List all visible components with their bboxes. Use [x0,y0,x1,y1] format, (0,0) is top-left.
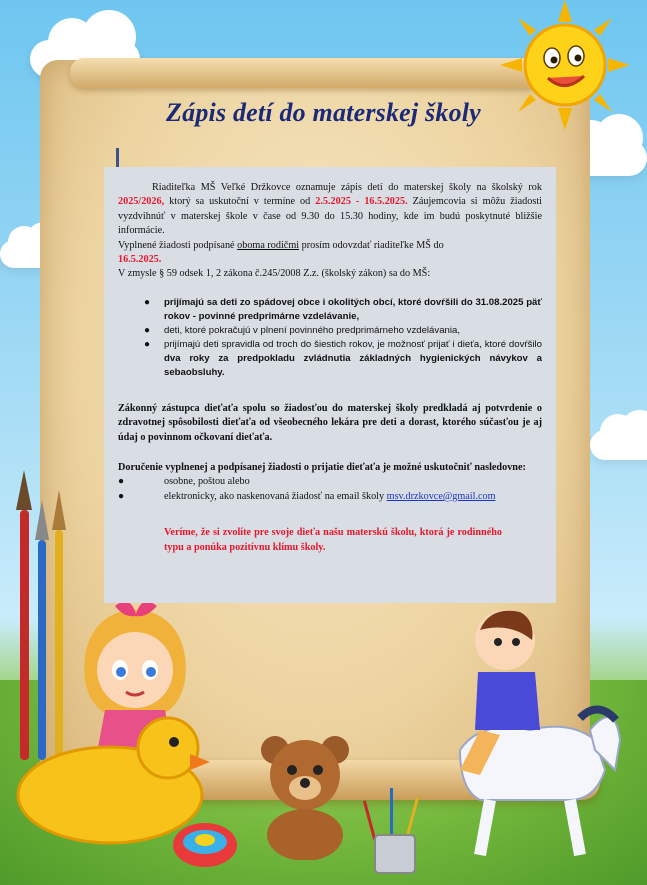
scroll-top-roll [70,58,540,88]
cloud [590,430,647,460]
submission-text: prosím odovzdať riaditeľke MŠ do [299,239,444,251]
admission-criteria-list [118,296,542,380]
boy-on-rocking-horse-illustration [420,600,630,870]
submission-text: Vyplnené žiadosti podpísané [118,239,238,251]
submission-paragraph [118,239,542,268]
intro-text: Záujemcovia si môžu žiadosti vyzdvihnúť v materskej škole v čase od 9.30 do 15.30 hodiny, kde im budú poskytnuté bližšie informácie. [118,196,542,237]
list-item: ● osobne, poštou alebo [118,476,250,488]
intro-text: Riaditeľka MŠ Veľké Držkovce oznamuje zápis detí do materskej školy na školský rok [152,182,542,193]
enrollment-dates: 2.5.2025 - 16.5.2025. [315,196,408,208]
submission-deadline: 16.5.2025. [118,254,162,266]
legal-reference: V zmysle § 59 odsek 1, 2 zákona č.245/2008 Z.z. (školský zákon) sa do MŠ: [118,268,431,280]
guardian-requirements-paragraph: Zákonný zástupca dieťaťa spolu so žiadosťou do materskej školy predkladá aj potvrdenie o zdravotnej spôsobilosti dieťaťa od všeobecného lekára pre deti a dorast, ktorého súčasťou je aj údaj o povinnom očkovaní dieťaťa. [118,402,542,443]
closing-message: Veríme, že si zvolíte pre svoje dieťa našu materskú školu, ktorá je rodinného typu a ponúka pozitívnu klímu školy. [164,527,502,553]
school-year: 2025/2026, [118,196,165,208]
delivery-heading: Doručenie vyplnenej a podpísanej žiadosti o prijatie dieťaťa je možné uskutočniť nasledovne: [118,462,526,474]
text-cursor-bar [116,148,119,167]
page-title: Zápis detí do materskej školy [166,98,481,127]
list-item: ● elektronicky, ako naskenovaná žiadosť na email školy msv.drzkovce@gmail.com [118,490,496,502]
list-item: ● prijímajú deti spravidla od troch do šiestich rokov, je možnosť prijať i dieťa, ktoré dovŕšilo dva roky za predpokladu zvládnutia základných hygienických návykov a sebaobsluhy. [144,338,542,378]
teddy-bear-illustration [250,730,360,860]
delivery-options-list [118,475,542,504]
intro-text: ktorý sa uskutoční v termíne od [164,196,316,208]
spinning-top-illustration [170,810,240,880]
intro-paragraph [118,181,542,239]
list-item: ● deti, ktoré pokračujú v plnení povinného predprimárneho vzdelávania, [144,324,460,336]
list-item: ● prijímajú sa deti zo spádovej obce i okolitých obcí, ktoré dovŕšili do 31.08.2025 päť rokov - povinné predprimárne vzdelávanie, [144,296,542,322]
enrollment-notice-panel [104,167,556,603]
school-email-link[interactable]: msv.drzkovce@gmail.com [386,490,496,502]
both-parents-text: obomа rodičmi [237,239,300,251]
